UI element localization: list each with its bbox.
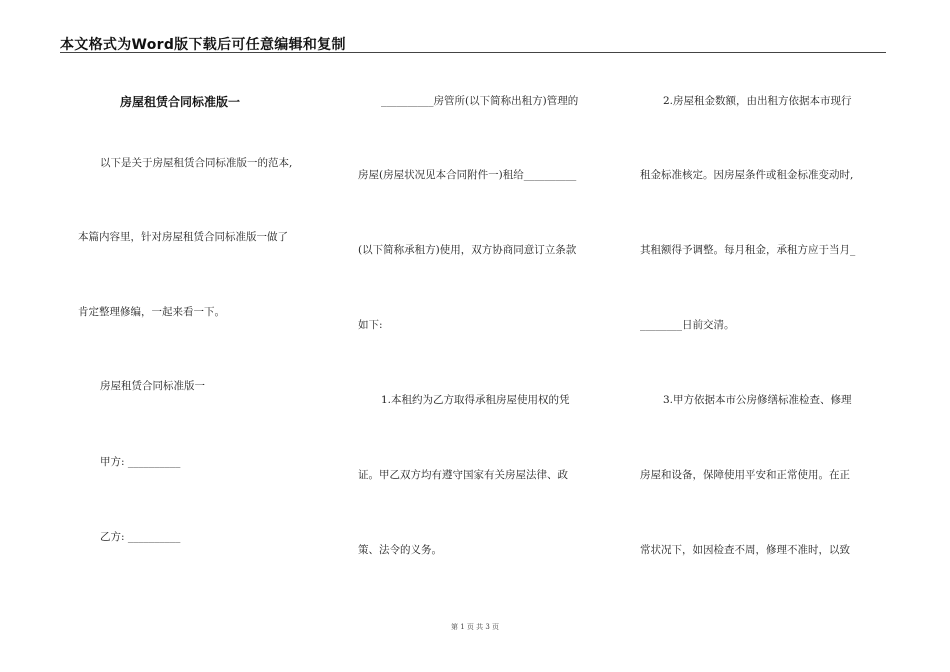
col3-line-2: 租金标准核定。因房屋条件或租金标准变动时,: [640, 169, 854, 181]
col3-line-5: 3.甲方依据本市公房修缮标准检查、修理: [663, 394, 852, 406]
col3-line-1: 2.房屋租金数额，由出租方依据本市现行: [663, 95, 852, 107]
col2-line-5: 1.本租约为乙方取得承租房屋使用权的凭: [381, 394, 570, 406]
party-b-field: 乙方: __________: [100, 531, 181, 543]
col2-line-2: 房屋(房屋状况见本合同附件一)租给__________: [358, 169, 577, 181]
col3-line-3: 其租额得予调整。每月租金，承租方应于当月_: [640, 244, 856, 256]
col2-line-4: 如下:: [358, 319, 383, 331]
intro-line-3: 肯定整理修编，一起来看一下。: [78, 306, 225, 318]
header-rule: [60, 52, 886, 53]
col2-line-7: 策、法令的义务。: [358, 544, 442, 556]
contract-subtitle: 房屋租赁合同标准版一: [100, 380, 205, 392]
col3-line-4: ________日前交清。: [640, 319, 735, 331]
col2-line-1: __________房管所(以下简称出租方)管理的: [381, 95, 579, 107]
intro-line-2: 本篇内容里，针对房屋租赁合同标准版一做了: [78, 231, 288, 243]
document-header: 本文格式为Word版下载后可任意编辑和复制: [60, 37, 346, 53]
col3-line-6: 房屋和设备，保障使用平安和正常使用。在正: [640, 469, 850, 481]
page-footer: 第 1 页 共 3 页: [450, 623, 500, 631]
col3-line-7: 常状况下，如因检查不周，修理不准时，以致: [640, 544, 850, 556]
col2-line-3: (以下简称承租方)使用，双方协商同意订立条款: [358, 244, 577, 256]
document-title: 房屋租赁合同标准版一: [120, 95, 241, 109]
intro-line-1: 以下是关于房屋租赁合同标准版一的范本,: [100, 157, 293, 169]
col2-line-6: 证。甲乙双方均有遵守国家有关房屋法律、政: [358, 469, 568, 481]
party-a-field: 甲方: __________: [100, 456, 181, 468]
